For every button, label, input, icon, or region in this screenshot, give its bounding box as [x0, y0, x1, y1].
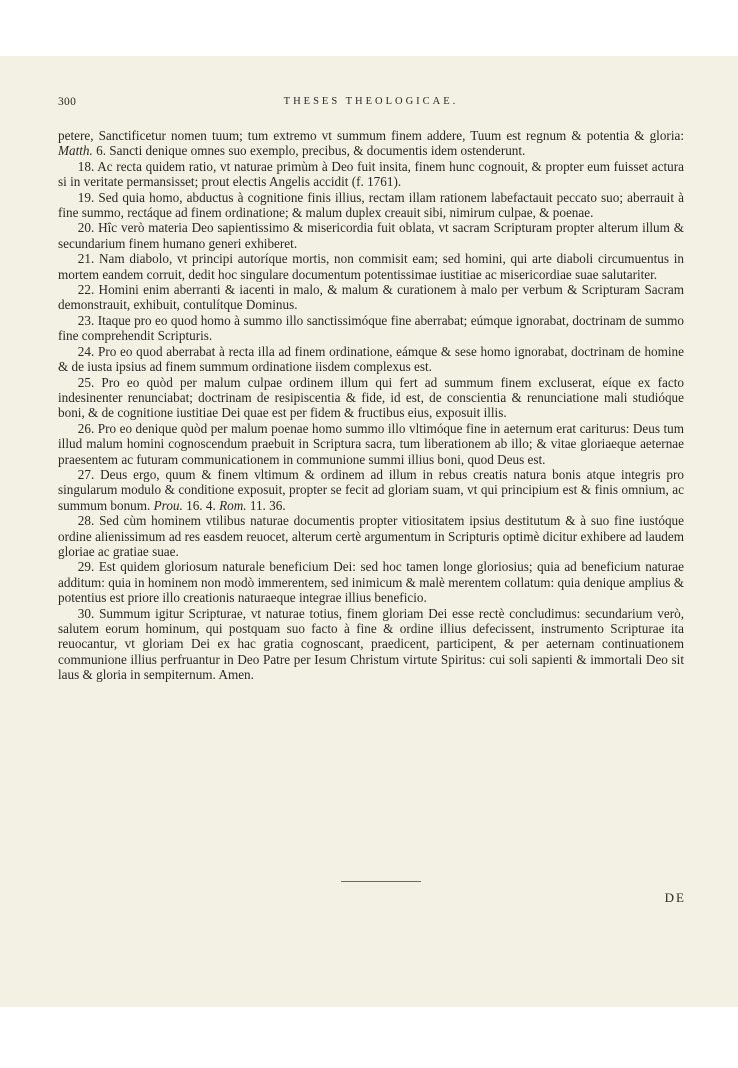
page-header [58, 96, 684, 112]
thesis-23: 23. Itaque pro eo quod homo à summo illo sanctissimóque fine aberrabat; eúmque ignorabat, doctrinam de summo fine comprehendit Scripturis. [58, 312, 684, 344]
citation: Prou. [153, 497, 183, 513]
running-title: THESES THEOLOGICAE. [283, 96, 459, 107]
text-segment: 11. 36. [246, 497, 286, 513]
catchword: DE [664, 890, 686, 905]
citation: Rom. [219, 497, 247, 513]
thesis-20: 20. Hîc verò materia Deo sapientissimo & misericordia fuit oblata, vt sacram Scripturam propter alterum illum & secundarium finem humano generi exhiberet. [58, 220, 684, 251]
thesis-18: 18. Ac recta quidem ratio, vt naturae primùm à Deo fuit insita, finem hunc cognouit, & propter eum fuisset actura si in veritate permansisset; prout electis Angelis accidit (f. 1761). [58, 158, 684, 190]
section-divider [341, 881, 421, 882]
text-segment: 27. Deus ergo, quum & finem vltimum & ordinem ad illum in rebus creatis natura bonis atque integris pro singularum modulo & conditione exposuit, propter se fecit ad gloriam suam, vt qui principium est & finis omnium, ac summum bonum. [58, 466, 684, 513]
thesis-26: 26. Pro eo denique quòd per malum poenae homo summo illo vltimóque fine in aeternum erat cariturus: Deus tum illud malum homini cognoscendum praebuit in Scriptura sacra, tum liberationem ab illo; & vitae gloriaeque aeternae praesentem ac futuram communicationem in communione summi illius boni, quod Deus est. [58, 420, 684, 467]
body-text [58, 128, 684, 683]
thesis-22: 22. Homini enim aberranti & iacenti in malo, & malum & curationem à malo per verbum & Scripturam Sacram demonstrauit, exhibuit, contulítque Dominus. [58, 282, 684, 313]
thesis-19: 19. Sed quia homo, abductus à cognitione finis illius, rectam illam rationem labefactauit peccato suo; aberrauit à fine summo, rectáque ad finem ordinatione; & malum duplex creauit sibi, nimirum culpae, & poenae. [58, 189, 684, 221]
thesis-30: 30. Summum igitur Scripturae, vt naturae totius, finem gloriam Dei esse rectè concludimus: secundarium verò, salutem eorum hominum, qui postquam suo facto à fine & ordine illius defecissent, instrumento Scripturae ita reuocantur, vt gloriam Dei ex hac gratia cognoscant, praedicent, participent, & per aeternam continuationem communione illius perfruantur in Deo Patre per Iesum Christum virtute Spiritus: cui soli sapienti & immortali Deo sit laus & gloria in sempiternum. Amen. [58, 605, 684, 683]
text-segment: 16. 4. [182, 497, 220, 513]
text-segment: 6. Sancti denique omnes suo exemplo, precibus, & documentis idem ostenderunt. [92, 143, 526, 159]
thesis-21: 21. Nam diabolo, vt principi autoríque mortis, non commisit eam; sed homini, qui arte diaboli circumuentus in mortem eandem corruit, dedit hoc singulare documentum potentissimae iustitiae ac misericordiae suae salutariter. [58, 251, 684, 282]
thesis-29: 29. Est quidem gloriosum naturale beneficium Dei: sed hoc tamen longe gloriosius; quia ad beneficium naturae additum: quia in hominem non modò immerentem, sed inimicum & malè merentem collatum: quia denique amplius & potentius est priore illo creationis naturaeque integrae illius beneficio. [58, 559, 684, 606]
paragraph-continuation [58, 128, 684, 159]
page-number: 300 [58, 96, 77, 108]
text-segment: petere, Sanctificetur nomen tuum; tum extremo vt summum finem addere, Tuum est regnum & potentia & gloria: [58, 128, 684, 143]
thesis-25: 25. Pro eo quòd per malum culpae ordinem illum qui fert ad summum finem excluserat, eíque ex facto indesinenter renunciabat; doctrinam de resipiscentia & fide, id est, de conscientia & renunciatione mali studióque boni, & de cognitione iustitiae Dei quae est per fidem & fructibus eius, exposuit illis. [58, 374, 684, 421]
thesis-28: 28. Sed cùm hominem vtilibus naturae documentis propter vitiositatem ipsius destitutum & à suo fine iustóque ordine alienissimum ad res easdem reuocet, alterum certè argumentum in Scripturis optimè dicitur exhibere ad laudem gloriae ac gratiae suae. [58, 513, 684, 559]
thesis-27 [58, 467, 684, 513]
citation: Matth. [58, 143, 93, 159]
thesis-24: 24. Pro eo quod aberrabat à recta illa ad finem ordinatione, eámque & sese homo ignorabat, doctrinam de homine & de iusta ipsius ad finem summum ordinatione iisdem complexus est. [58, 343, 684, 375]
